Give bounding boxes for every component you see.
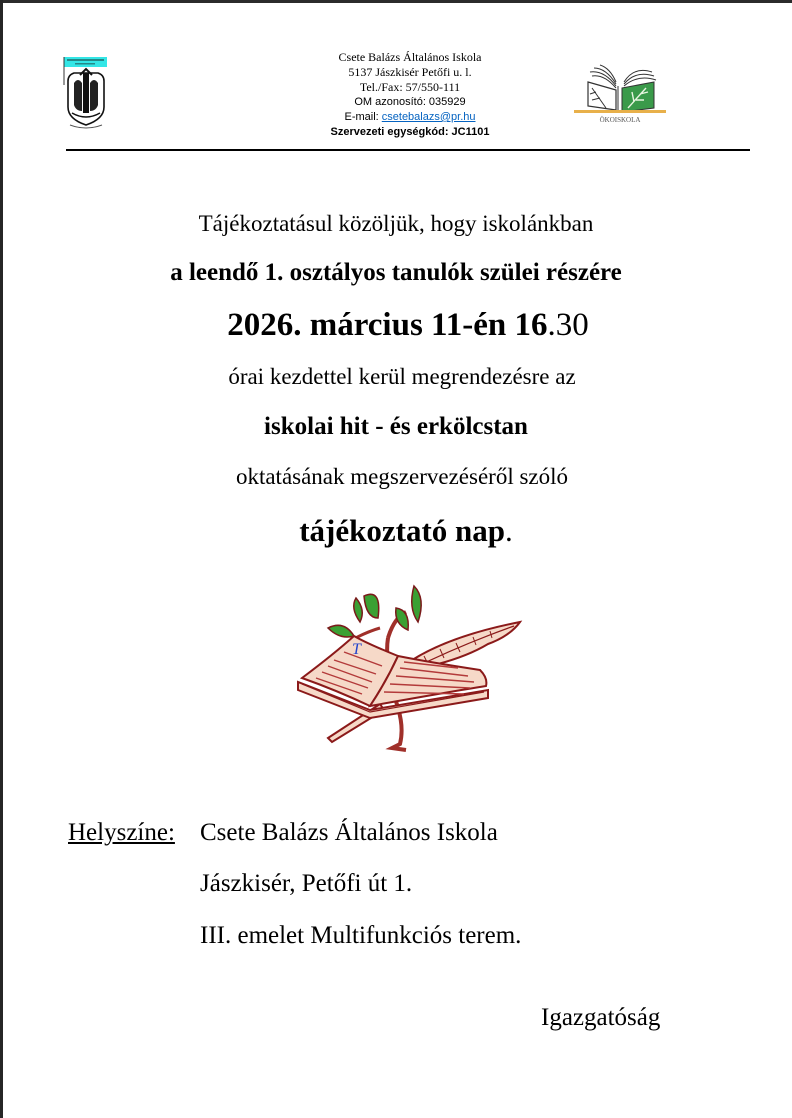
okoiskola-logo-icon xyxy=(570,60,670,126)
school-crest-icon xyxy=(62,55,110,131)
page-top-border xyxy=(0,0,792,3)
header-rule xyxy=(66,149,750,151)
letterhead xyxy=(290,50,530,140)
audience-line: a leendő 1. osztályos tanulók szülei részére xyxy=(170,259,622,286)
unit-code: Szervezeti egységkód: JC1101 xyxy=(330,126,490,138)
purpose-line: oktatásának megszervezéséről szóló xyxy=(235,464,569,489)
intro-line: Tájékoztatásul közöljük, hogy iskolánkban xyxy=(198,211,594,236)
location-label: Helyszíne: xyxy=(68,819,175,846)
location-school: Csete Balázs Általános Iskola xyxy=(200,819,498,846)
open-book-with-quill-icon xyxy=(288,578,528,754)
email-line xyxy=(290,110,530,125)
location-room: III. emelet Multifunkciós terem. xyxy=(200,922,522,949)
location-address: Jászkisér, Petőfi út 1. xyxy=(200,870,413,897)
date-time-line xyxy=(12,307,792,344)
svg-text:T: T xyxy=(352,641,361,658)
school-name: Csete Balázs Általános Iskola xyxy=(338,50,482,64)
subject-line: iskolai hit - és erkölcstan xyxy=(264,413,528,440)
email-link[interactable]: csetebalazs@pr.hu xyxy=(381,111,476,123)
date-time-bold: 2026. március 11-én 16 xyxy=(227,307,548,343)
email-label: E-mail: xyxy=(344,111,382,123)
school-phone: Tel./Fax: 57/550-111 xyxy=(359,80,461,94)
start-line: órai kezdettel kerül megrendezésre az xyxy=(228,364,576,389)
page-left-border xyxy=(0,0,3,1118)
om-id: OM azonosító: 035929 xyxy=(354,96,466,108)
school-address: 5137 Jászkisér Petőfi u. l. xyxy=(348,65,472,79)
event-title-bold: tájékoztató nap xyxy=(299,513,506,548)
event-title xyxy=(10,513,792,549)
svg-text:ÖKOISKOLA: ÖKOISKOLA xyxy=(599,116,641,124)
date-time-minutes: .30 xyxy=(547,307,589,343)
signature: Igazgatóság xyxy=(541,1004,661,1031)
event-title-period: . xyxy=(505,513,513,548)
